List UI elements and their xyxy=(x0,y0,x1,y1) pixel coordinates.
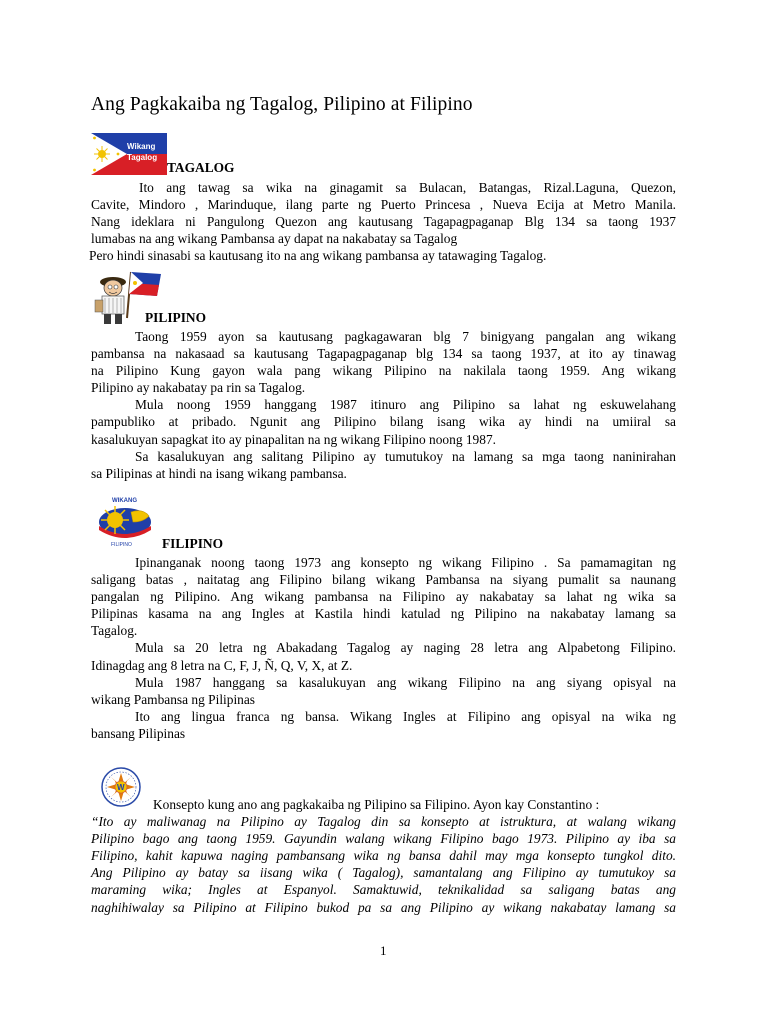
wikang-filipino-badge-image xyxy=(91,492,157,548)
text-line: Konsepto kung ano ang pagkakaiba ng Pilipino sa Filipino. Ayon kay Constantino : xyxy=(153,797,600,812)
text-line: lumabas na ang wikang Pambansa ay dapat na nakabatay sa Tagalog xyxy=(91,231,458,247)
text-line: Ito ang lingua franca ng bansa. Wikang Ingles at Filipino ang opisyal na wika ng xyxy=(135,708,676,724)
page-number: 1 xyxy=(380,943,387,958)
badge-bottom-text: FILIPINO xyxy=(111,542,132,548)
konsepto-section xyxy=(91,796,676,916)
quote-line: naghihiwalay sa Pilipino at Filipino bukod pa sa ang Pilipino ay wikang nakabatay lamang sa xyxy=(91,899,676,915)
text-line: Mula 1987 hanggang sa kasalukuyan ang wikang Filipino na ang siyang opisyal na xyxy=(135,674,676,690)
text-line: pambansa na nakasaad sa kautusang Tagapagpaganap blg 134 sa taong 1937, at ito ay tinawag xyxy=(91,346,676,362)
text-line: Nang ideklara ni Pangulong Quezon ang kautusang Tagapagpaganap Blg 134 sa taong 1937 xyxy=(91,214,676,230)
badge-top-text: WIKANG xyxy=(112,498,137,504)
text-line: Mula sa 20 letra ng Abakadang Tagalog ay naging 28 letra ang Alpabetong Filipino. xyxy=(135,640,676,656)
text-line: sa Pilipinas at hindi na isang wikang pambansa. xyxy=(91,465,347,481)
text-line: kasalukuyan sapagkat ito ay pinapalitan na ng wikang Filipino noong 1987. xyxy=(91,431,496,447)
filipino-section xyxy=(91,554,676,742)
text-line: pampubliko at pribado. Ngunit ang Pilipino bilang isang wika ay hindi na umiiral sa xyxy=(91,414,676,430)
text-line: Cavite, Mindoro , Marinduque, ilang parte ng Puerto Princesa , Nueva Ecija at Metro Manila. xyxy=(91,197,676,213)
text-line: pangalan ng Pilipino. Ang wikang pambansa na Filipino ay nakabatay sa lahat ng wika sa xyxy=(91,589,676,605)
seal-center-text: W xyxy=(117,783,125,792)
text-line: Pero hindi sinasabi sa kautusang ito na ang wikang pambansa ay tatawaging Tagalog. xyxy=(89,248,547,264)
quote-line: Pilipino bago ang taong 1959. Gayundin walang wikang Filipino bago 1973. Pilipino ay iba sa xyxy=(91,831,676,847)
tagalog-section xyxy=(91,179,676,264)
heading-filipino: FILIPINO xyxy=(162,536,224,551)
text-line: na Pilipino Kung gayon wala pang wikang Pilipino na nakilala taong 1959. Ang wikang xyxy=(91,363,676,379)
philippine-flag-image xyxy=(91,133,167,175)
text-line: wikang Pambansa ng Pilipinas xyxy=(91,691,256,707)
flag-badge-line1: Wikang xyxy=(127,142,156,151)
text-line: Ito ang tawag sa wika na ginagamit sa Bulacan, Batangas, Rizal.Laguna, Quezon, xyxy=(139,180,676,195)
text-line: Ipinanganak noong taong 1973 ang konsepto ng wikang Filipino . Sa pamamagitan ng xyxy=(135,555,676,570)
text-line: Pilipino ay nakabatay pa rin sa Tagalog. xyxy=(91,380,306,396)
text-line: saligang batas , naitatag ang Filipino bilang wikang Pambansa na siyang pumalit sa naunang xyxy=(91,572,676,588)
text-line: Taong 1959 ayon sa kautusang pagkagawaran blg 7 binigyang pangalan ang wikang xyxy=(135,329,676,344)
text-line: Tagalog. xyxy=(91,623,138,639)
heading-tagalog: TAGALOG xyxy=(167,160,235,175)
page-title: Ang Pagkakaiba ng Tagalog, Pilipino at Filipino xyxy=(91,94,473,115)
flag-badge-line2: Tagalog xyxy=(127,153,158,162)
heading-pilipino: PILIPINO xyxy=(145,310,207,325)
text-line: Idinagdag ang 8 letra na C, F, J, Ñ, Q, V, X, at Z. xyxy=(91,657,353,673)
text-line: Pilipinas kasama na ang Ingles at Kastila hindi katulad ng Pilipino na nakabatay lamang sa xyxy=(91,606,676,622)
text-line: Sa kasalukuyan ang salitang Pilipino ay tumutukoy na lamang sa mga taong naninirahan xyxy=(135,448,676,464)
text-line: bansang Pilipinas xyxy=(91,725,186,741)
quote-line: Ang Pilipino ay batay sa iisang wika ( Tagalog), samantalang ang Filipino ay tumutukoy sa xyxy=(91,865,676,881)
quote-line: maraming wika; Ingles at Espanyol. Samaktuwid, teknikalidad sa saligang batas ang xyxy=(91,882,676,898)
pilipino-section xyxy=(91,328,676,482)
quote-line: “Ito ay maliwanag na Pilipino ay Tagalog din sa konsepto at istruktura, at walang wikang xyxy=(91,814,676,830)
quote-line: Filipino, kahit kapuwa naging pambansang wika ng bansa dahil may mga konsepto tungkol dito. xyxy=(91,848,676,864)
text-line: Mula noong 1959 hanggang 1987 itinuro ang Pilipino sa lahat ng eskuwelahang xyxy=(135,397,676,413)
